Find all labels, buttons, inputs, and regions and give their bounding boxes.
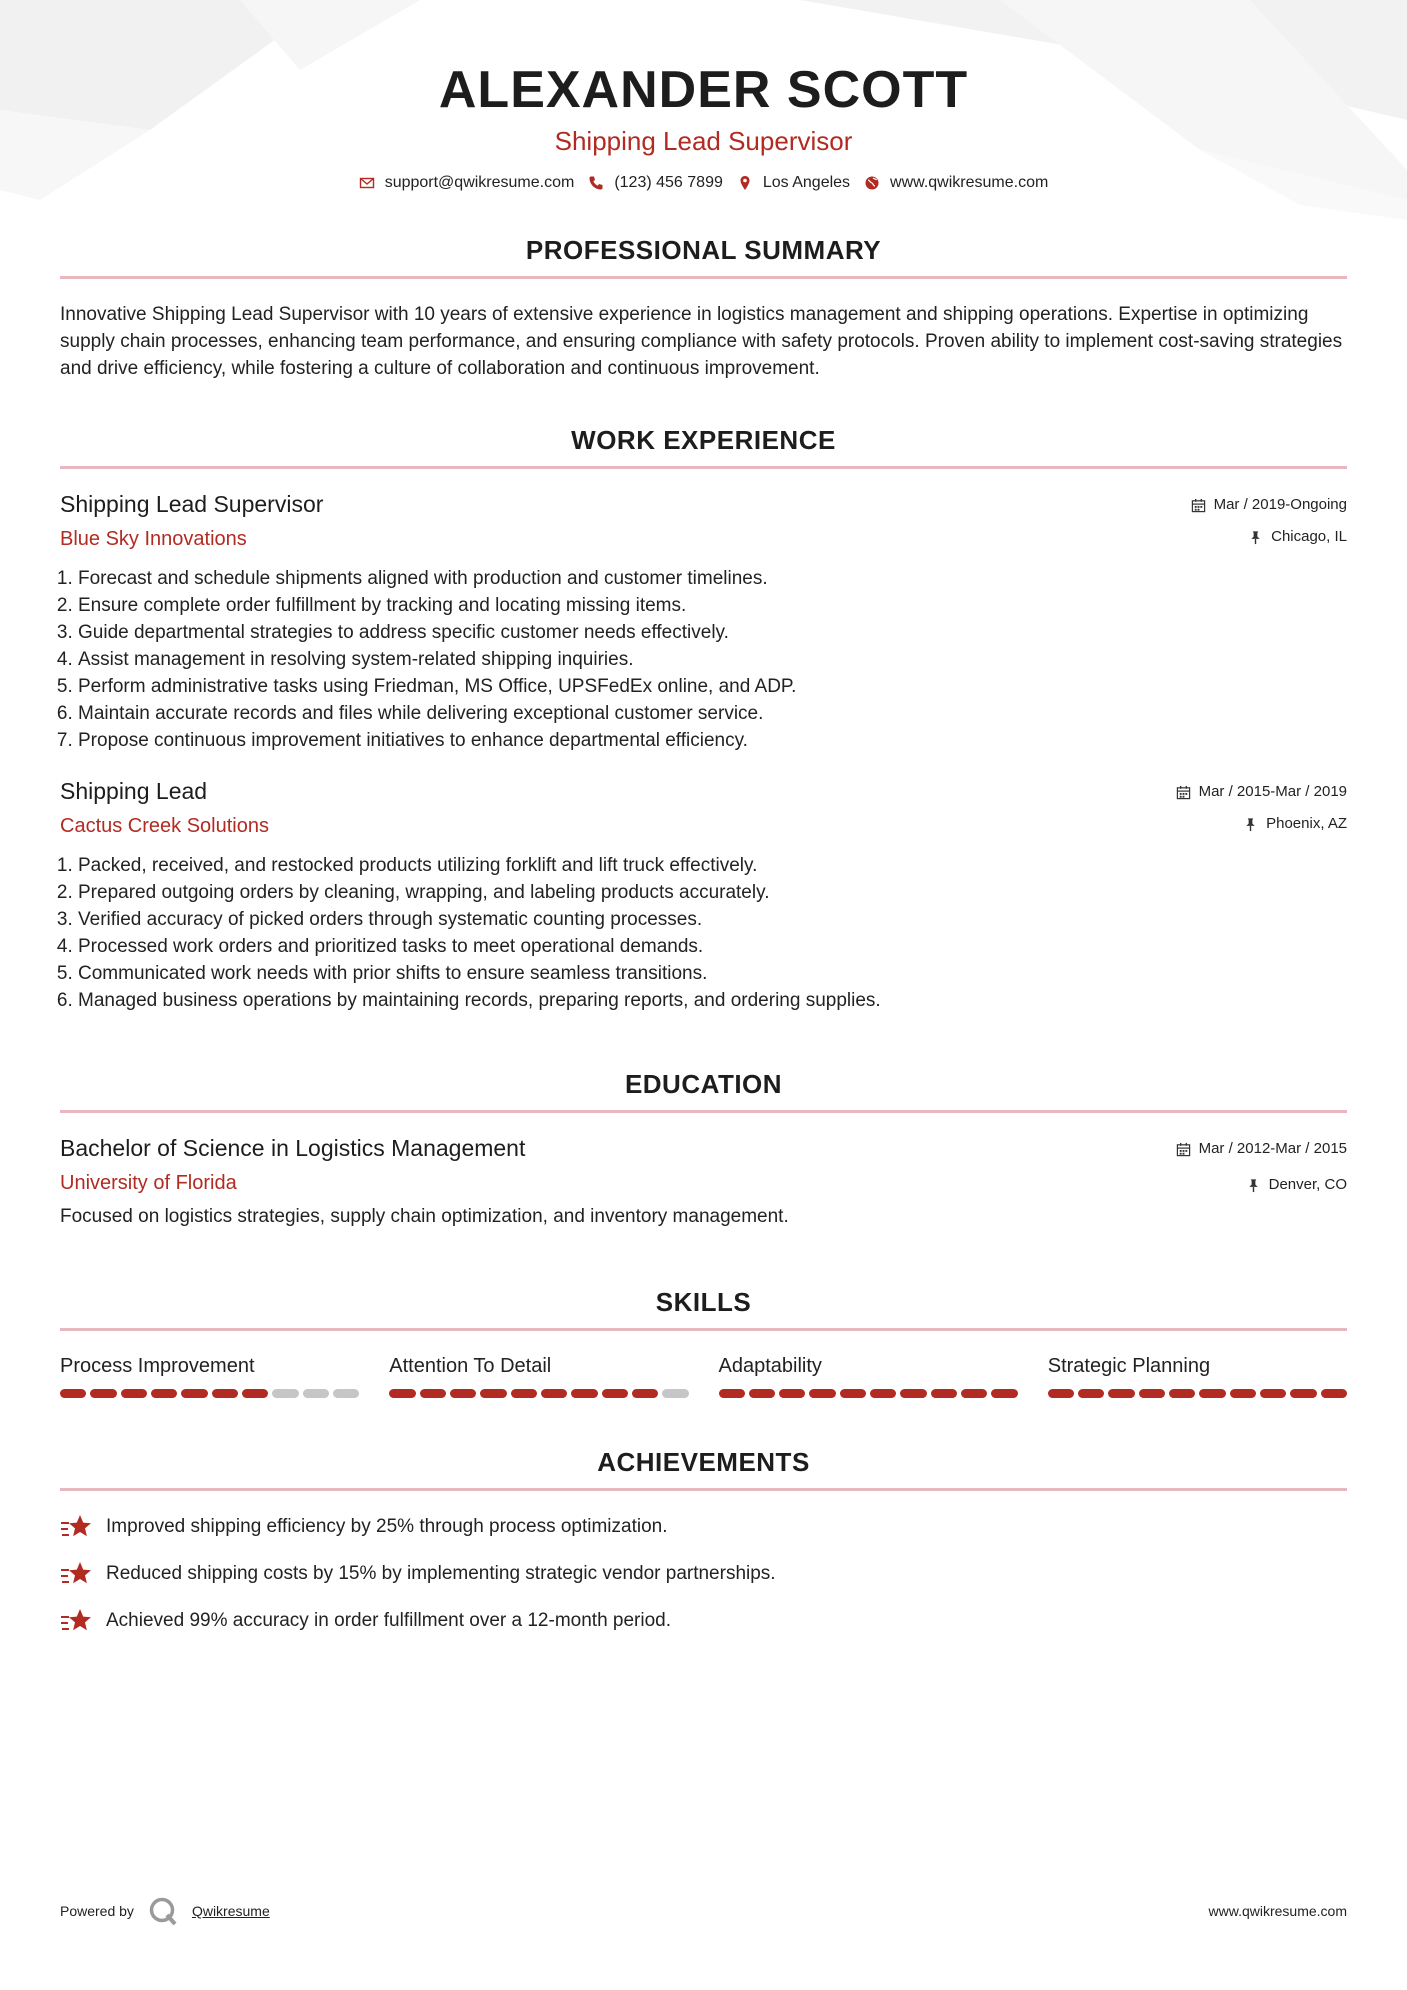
footer-website[interactable]: www.qwikresume.com	[1208, 1903, 1347, 1919]
star-icon	[60, 1560, 92, 1588]
job-location-text: Phoenix, AZ	[1266, 815, 1347, 832]
list-item: 4. Processed work orders and prioritized tasks to meet operational demands.	[78, 933, 1347, 960]
rating-dot-filled	[181, 1389, 207, 1398]
skill-name: Attention To Detail	[389, 1355, 552, 1377]
skill-item	[719, 1353, 1018, 1398]
experience-divider	[60, 466, 1347, 469]
list-item: 5. Communicated work needs with prior shifts to ensure seamless transitions.	[78, 960, 1347, 987]
education-divider	[60, 1110, 1347, 1113]
job-location	[1191, 527, 1347, 547]
achievements-section	[60, 1446, 1347, 1635]
rating-dot-filled	[151, 1389, 177, 1398]
contact-email[interactable]	[359, 174, 575, 192]
rating-dot-empty	[303, 1389, 329, 1398]
education-description: Focused on logistics strategies, supply chain optimization, and inventory management.	[60, 1206, 789, 1227]
job-location-text: Chicago, IL	[1271, 528, 1347, 545]
achievements-heading: ACHIEVEMENTS	[597, 1447, 810, 1477]
skill-rating	[1048, 1389, 1347, 1398]
pushpin-icon	[1246, 1178, 1261, 1193]
education-location-text: Denver, CO	[1268, 1176, 1347, 1193]
star-icon	[60, 1607, 92, 1635]
rating-dot-filled	[571, 1389, 597, 1398]
rating-dot-filled	[1108, 1389, 1134, 1398]
rating-dot-filled	[420, 1389, 446, 1398]
skill-rating	[60, 1389, 359, 1398]
achievement-text: Improved shipping efficiency by 25% through process optimization.	[106, 1516, 668, 1537]
rating-dot-filled	[840, 1389, 866, 1398]
qwikresume-logo-icon	[148, 1896, 178, 1926]
footer	[60, 1896, 1347, 1926]
calendar-icon	[1191, 498, 1206, 513]
list-item: 5. Perform administrative tasks using Friedman, MS Office, UPSFedEx online, and ADP.	[78, 673, 1347, 700]
skill-rating	[389, 1389, 688, 1398]
list-item: 2. Ensure complete order fulfillment by tracking and locating missing items.	[78, 592, 1347, 619]
rating-dot-filled	[870, 1389, 896, 1398]
education-dates-text: Mar / 2012-Mar / 2015	[1198, 1140, 1347, 1157]
skill-item	[1048, 1353, 1347, 1398]
skill-name: Process Improvement	[60, 1355, 255, 1377]
rating-dot-filled	[1078, 1389, 1104, 1398]
rating-dot-filled	[1048, 1389, 1074, 1398]
school-name: University of Florida	[60, 1172, 237, 1194]
job-responsibilities	[60, 565, 1347, 754]
summary-divider	[60, 276, 1347, 279]
phone-icon	[588, 175, 604, 191]
job-company: Blue Sky Innovations	[60, 528, 247, 550]
rating-dot-filled	[541, 1389, 567, 1398]
contact-location-text: Los Angeles	[762, 174, 851, 191]
summary-text: Innovative Shipping Lead Supervisor with 10 years of extensive experience in logistics management and shipping operations. Expertise in optimizing supply chain processes, enhancing team performance, and ensuring compliance with safety protocols. Proven ability to implement cost-saving strategies and drive efficiency, while fostering a culture of collaboration and continuous improvement.	[60, 304, 1343, 379]
candidate-title: Shipping Lead Supervisor	[554, 126, 853, 156]
job-entry	[60, 776, 1347, 1014]
job-role: Shipping Lead	[60, 778, 208, 804]
rating-dot-filled	[719, 1389, 745, 1398]
skills-list	[60, 1353, 1347, 1398]
list-item: 3. Guide departmental strategies to address specific customer needs effectively.	[78, 619, 1347, 646]
list-item: 4. Assist management in resolving system-related shipping inquiries.	[78, 646, 1347, 673]
contact-phone[interactable]	[588, 174, 723, 192]
job-dates-text: Mar / 2015-Mar / 2019	[1198, 783, 1347, 800]
achievements-divider	[60, 1488, 1347, 1491]
contact-email-text: support@qwikresume.com	[384, 174, 575, 191]
skills-divider	[60, 1328, 1347, 1331]
achievement-item	[60, 1513, 1347, 1541]
contact-bar	[60, 174, 1347, 192]
summary-heading: PROFESSIONAL SUMMARY	[525, 235, 882, 265]
calendar-icon	[1176, 1142, 1191, 1157]
job-dates	[1191, 495, 1347, 515]
rating-dot-filled	[1199, 1389, 1225, 1398]
rating-dot-filled	[1290, 1389, 1316, 1398]
rating-dot-filled	[602, 1389, 628, 1398]
rating-dot-filled	[480, 1389, 506, 1398]
rating-dot-filled	[809, 1389, 835, 1398]
achievement-item	[60, 1607, 1347, 1635]
rating-dot-filled	[961, 1389, 987, 1398]
job-entry	[60, 489, 1347, 754]
rating-dot-filled	[450, 1389, 476, 1398]
rating-dot-filled	[1230, 1389, 1256, 1398]
rating-dot-filled	[1260, 1389, 1286, 1398]
rating-dot-filled	[511, 1389, 537, 1398]
powered-by-label: Powered by	[60, 1903, 134, 1919]
skills-section	[60, 1286, 1347, 1398]
pushpin-icon	[1243, 817, 1258, 832]
contact-website-text: www.qwikresume.com	[890, 174, 1049, 191]
star-icon	[60, 1513, 92, 1541]
job-company: Cactus Creek Solutions	[60, 815, 269, 837]
rating-dot-filled	[121, 1389, 147, 1398]
rating-dot-filled	[749, 1389, 775, 1398]
job-dates	[1176, 782, 1347, 802]
experience-section	[60, 424, 1347, 1014]
globe-icon	[864, 175, 880, 191]
contact-location	[737, 174, 850, 192]
education-location	[1176, 1175, 1347, 1195]
summary-section	[60, 234, 1347, 382]
list-item: 6. Maintain accurate records and files while delivering exceptional customer service.	[78, 700, 1347, 727]
education-heading: EDUCATION	[624, 1069, 783, 1099]
contact-website[interactable]	[864, 174, 1048, 192]
calendar-icon	[1176, 785, 1191, 800]
rating-dot-filled	[632, 1389, 658, 1398]
education-dates	[1176, 1139, 1347, 1159]
list-item: 3. Verified accuracy of picked orders through systematic counting processes.	[78, 906, 1347, 933]
skill-name: Adaptability	[718, 1355, 822, 1377]
candidate-name: ALEXANDER SCOTT	[438, 61, 969, 119]
rating-dot-filled	[931, 1389, 957, 1398]
skill-rating	[719, 1389, 1018, 1398]
job-responsibilities	[60, 852, 1347, 1014]
rating-dot-filled	[60, 1389, 86, 1398]
list-item: 7. Propose continuous improvement initiatives to enhance departmental efficiency.	[78, 727, 1347, 754]
rating-dot-filled	[1321, 1389, 1347, 1398]
job-location	[1176, 814, 1347, 834]
rating-dot-empty	[333, 1389, 359, 1398]
achievement-text: Achieved 99% accuracy in order fulfillment over a 12-month period.	[106, 1610, 672, 1631]
rating-dot-filled	[900, 1389, 926, 1398]
job-dates-text: Mar / 2019-Ongoing	[1213, 496, 1347, 513]
education-section	[60, 1068, 1347, 1230]
list-item: 6. Managed business operations by maintaining records, preparing reports, and ordering supplies.	[78, 987, 1347, 1014]
qwikresume-link[interactable]: Qwikresume	[191, 1903, 270, 1919]
degree-title: Bachelor of Science in Logistics Management	[60, 1135, 526, 1161]
map-pin-icon	[737, 175, 753, 191]
envelope-icon	[359, 175, 375, 191]
job-role: Shipping Lead Supervisor	[60, 491, 324, 517]
rating-dot-filled	[1169, 1389, 1195, 1398]
rating-dot-filled	[991, 1389, 1017, 1398]
skill-name: Strategic Planning	[1047, 1355, 1211, 1377]
rating-dot-filled	[389, 1389, 415, 1398]
rating-dot-empty	[272, 1389, 298, 1398]
rating-dot-empty	[662, 1389, 688, 1398]
skill-item	[389, 1353, 688, 1398]
skill-item	[60, 1353, 359, 1398]
pushpin-icon	[1248, 530, 1263, 545]
rating-dot-filled	[779, 1389, 805, 1398]
rating-dot-filled	[1139, 1389, 1165, 1398]
skills-heading: SKILLS	[655, 1287, 752, 1317]
list-item: 1. Packed, received, and restocked products utilizing forklift and lift truck effectively.	[78, 852, 1347, 879]
rating-dot-filled	[242, 1389, 268, 1398]
achievement-item	[60, 1560, 1347, 1588]
list-item: 2. Prepared outgoing orders by cleaning, wrapping, and labeling products accurately.	[78, 879, 1347, 906]
experience-heading: WORK EXPERIENCE	[571, 425, 836, 455]
rating-dot-filled	[90, 1389, 116, 1398]
rating-dot-filled	[212, 1389, 238, 1398]
list-item: 1. Forecast and schedule shipments aligned with production and customer timelines.	[78, 565, 1347, 592]
achievement-text: Reduced shipping costs by 15% by implementing strategic vendor partnerships.	[106, 1563, 776, 1584]
contact-phone-text: (123) 456 7899	[614, 174, 723, 191]
